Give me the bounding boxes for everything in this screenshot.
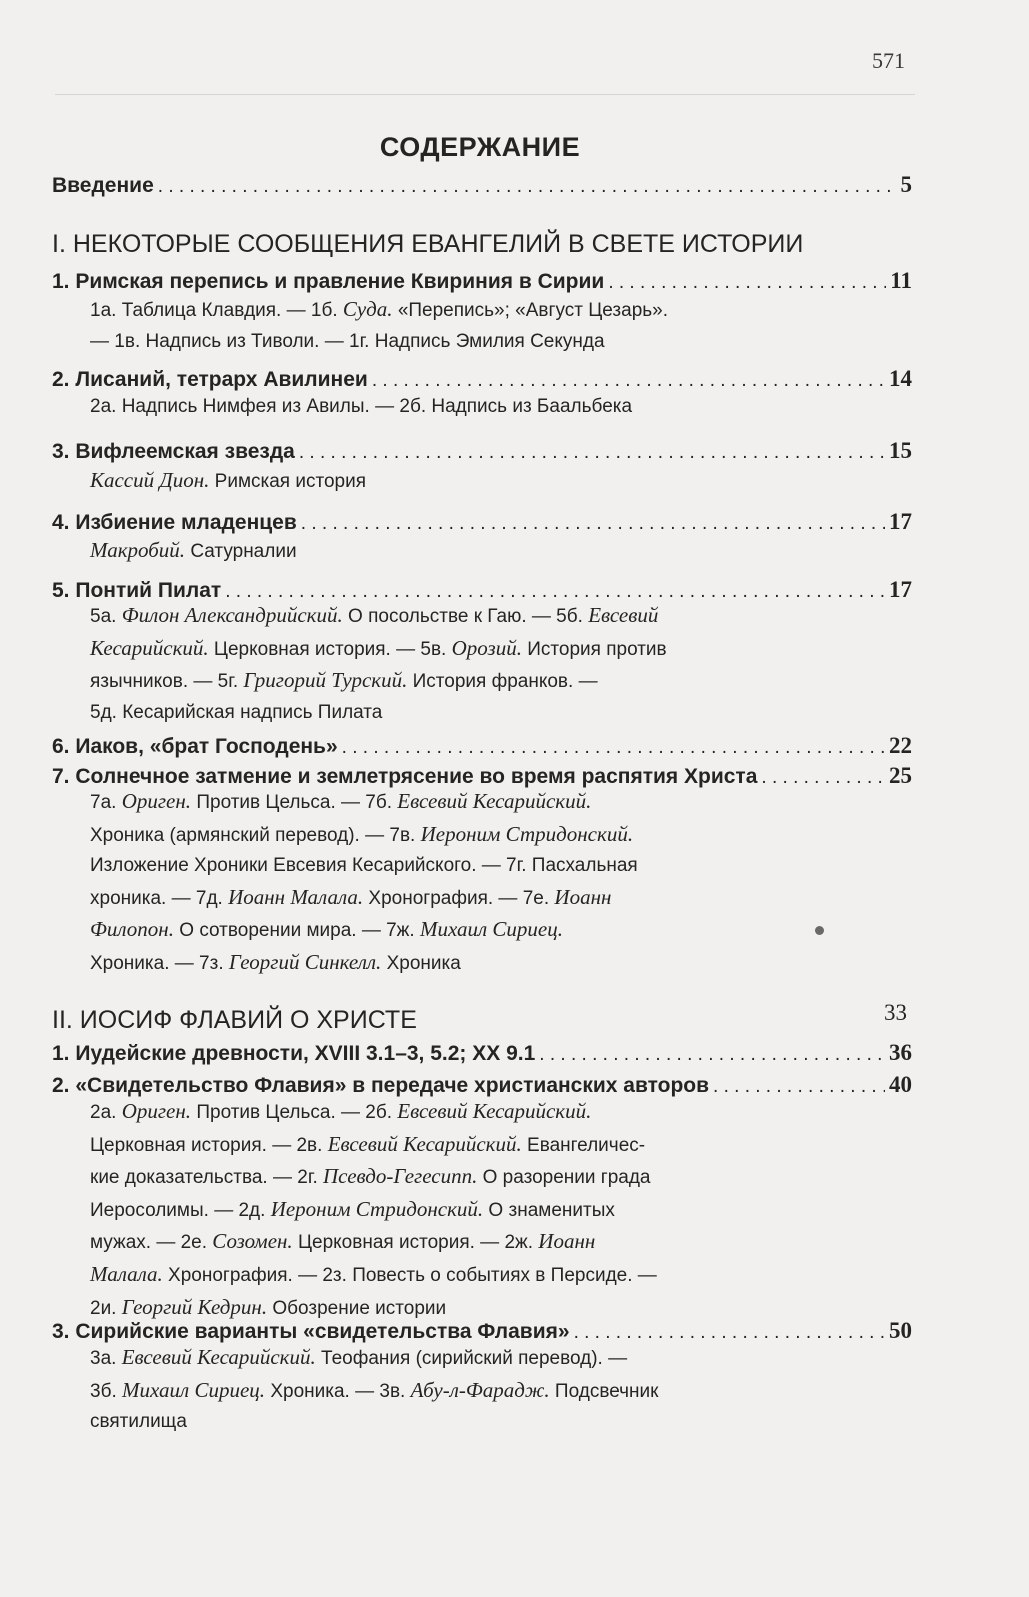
author-name: Ориген. xyxy=(121,1099,192,1123)
work-text: Хроника xyxy=(381,952,461,974)
toc-entry xyxy=(52,1040,912,1066)
work-text: Сатурналии xyxy=(185,541,297,562)
author-name: Георгий Кедрин. xyxy=(121,1294,268,1319)
work-text: хроника. — 7д. xyxy=(90,887,229,909)
toc-subentry-line xyxy=(90,633,810,666)
toc-entry-label: 1. Иудейские древности, XVIII 3.1–3, 5.2; XX 9.1 xyxy=(52,1042,536,1065)
author-name: Псевдо-Гегесипп. xyxy=(323,1164,478,1189)
toc-subentries xyxy=(90,392,810,423)
toc-subentry-line xyxy=(90,535,810,568)
toc-entry-page: 22 xyxy=(889,733,912,758)
author-name: Иоанн xyxy=(554,884,612,909)
toc-subentry-line xyxy=(90,786,810,819)
toc-entry-page: 25 xyxy=(889,763,912,788)
author-name: Иероним Стридонский. xyxy=(420,821,634,846)
toc-entry xyxy=(52,268,912,294)
author-name: Иоанн Малала. xyxy=(228,884,364,909)
work-text: Теофания (сирийский перевод). — xyxy=(315,1348,628,1369)
toc-subentries xyxy=(90,1096,810,1324)
author-name: Кесарийский. xyxy=(90,635,209,660)
work-text: Изложение Хроники Евсевия Кесарийского. — 7г. Пасхальная xyxy=(90,855,638,877)
ink-spot xyxy=(815,926,824,935)
author-name: Созомен. xyxy=(212,1229,293,1254)
work-text: мужах. — 2е. xyxy=(90,1232,213,1254)
toc-subentry-line xyxy=(90,1226,810,1259)
toc-entry xyxy=(52,509,912,535)
part-heading: II. ИОСИФ ФЛАВИЙ О ХРИСТЕ xyxy=(52,1006,417,1034)
work-text: святилища xyxy=(90,1411,187,1433)
toc-entry-label: 6. Иаков, «брат Господень» xyxy=(52,735,338,758)
toc-entry-page: 11 xyxy=(890,268,912,293)
toc-entry-page: 17 xyxy=(889,509,912,534)
work-text: Церковная история. — 5в. xyxy=(208,638,452,660)
work-text: Иеросолимы. — 2д. xyxy=(90,1199,271,1221)
work-text: Против Цельса. — 7б. xyxy=(191,792,398,813)
author-name: Евсевий Кесарийский. xyxy=(397,789,592,813)
author-name: Малала. xyxy=(90,1261,163,1286)
author-name: Евсевий Кесарийский. xyxy=(397,1099,592,1123)
work-text: Хроника. — 3в. xyxy=(265,1380,411,1402)
leader-dots xyxy=(574,1322,885,1344)
author-name: Суда. xyxy=(342,297,393,321)
author-name: Михаил Сириец. xyxy=(419,917,563,942)
work-text: Против Цельса. — 2б. xyxy=(191,1102,398,1123)
toc-subentries xyxy=(90,786,810,980)
author-name: Михаил Сириец. xyxy=(122,1377,266,1402)
leader-dots xyxy=(713,1076,885,1098)
toc-entry xyxy=(52,366,912,392)
author-name: Георгий Синкелл. xyxy=(228,949,382,974)
toc-subentry-line xyxy=(90,294,810,327)
author-name: Иероним Стридонский. xyxy=(270,1196,484,1221)
leader-dots xyxy=(301,513,885,535)
toc-subentry-line xyxy=(90,698,810,729)
work-text: 5д. Кесарийская надпись Пилата xyxy=(90,701,383,723)
leader-dots xyxy=(608,272,886,294)
work-text: Евангеличес- xyxy=(521,1134,646,1156)
work-text: язычников. — 5г. xyxy=(90,671,244,693)
toc-subentries xyxy=(90,465,810,498)
work-text: Подсвечник xyxy=(549,1380,659,1402)
toc-subentry-line xyxy=(90,665,810,698)
toc-subentry-line xyxy=(90,882,810,915)
work-text: Церковная история. — 2в. xyxy=(90,1134,328,1156)
toc-subentry-line xyxy=(90,1342,810,1375)
work-text: История франков. — xyxy=(407,671,598,693)
toc-entry xyxy=(52,438,912,464)
toc-subentry-line xyxy=(90,1375,810,1408)
work-text: Церковная история. — 2ж. xyxy=(292,1232,539,1254)
leader-dots xyxy=(299,442,885,464)
toc-subentry-line xyxy=(90,1096,810,1129)
toc-entry-page: 5 xyxy=(900,172,912,197)
toc-entry-page: 17 xyxy=(889,577,912,602)
author-name: Макробий. xyxy=(90,538,186,562)
work-text: Римская история xyxy=(209,471,367,492)
toc-entry-page: 50 xyxy=(889,1318,912,1343)
toc-entry-label: 1. Римская перепись и правление Квириния в Сирии xyxy=(52,270,605,293)
author-name: Абу-л-Фарадж. xyxy=(410,1377,550,1402)
work-text: 3а. xyxy=(90,1348,122,1369)
author-name: Евсевий Кесарийский. xyxy=(327,1131,522,1156)
work-text: 2а. Надпись Нимфея из Авилы. — 2б. Надпись из Баальбека xyxy=(90,396,633,417)
leader-dots xyxy=(539,1044,885,1066)
work-text: Хроника (армянский перевод). — 7в. xyxy=(90,824,421,846)
author-name: Григорий Турский. xyxy=(243,668,408,693)
toc-subentry-line xyxy=(90,819,810,852)
work-text: Хронография. — 2з. Повесть о событиях в Персиде. — xyxy=(162,1264,657,1286)
work-text: кие доказательства. — 2г. xyxy=(90,1167,324,1189)
toc-subentry-line xyxy=(90,947,810,980)
toc-entry-page: 40 xyxy=(889,1072,912,1097)
toc-entry-label: Введение xyxy=(52,174,154,197)
work-text: Хроника. — 7з. xyxy=(90,952,229,974)
toc-subentry-line xyxy=(90,1194,810,1227)
toc-subentry-line xyxy=(90,914,810,947)
work-text: 2а. xyxy=(90,1102,122,1123)
toc-subentries xyxy=(90,600,810,728)
toc-subentry-line xyxy=(90,465,810,498)
toc-subentry-line xyxy=(90,1161,810,1194)
work-text: 2и. xyxy=(90,1297,122,1319)
author-name: Орозий. xyxy=(451,635,522,660)
toc-entry-label: 3. Сирийские варианты «свидетельства Флавия» xyxy=(52,1320,570,1343)
work-text: О сотворении мира. — 7ж. xyxy=(173,920,420,942)
author-name: Иоанн xyxy=(538,1229,596,1254)
toc-entry-page: 36 xyxy=(889,1040,912,1065)
toc-entry xyxy=(52,1318,912,1344)
author-name: Филопон. xyxy=(90,917,174,942)
toc-subentry-line xyxy=(90,392,810,423)
header-rule xyxy=(55,94,915,95)
toc-entry xyxy=(52,733,912,759)
leader-dots xyxy=(372,370,885,392)
work-text: Хронография. — 7е. xyxy=(363,887,555,909)
toc-subentry-line xyxy=(90,600,810,633)
work-text: 7а. xyxy=(90,792,122,813)
work-text: История против xyxy=(521,638,667,660)
work-text: Обозрение истории xyxy=(267,1297,447,1319)
toc-entry-label: 5. Понтий Пилат xyxy=(52,579,222,602)
author-name: Евсевий xyxy=(588,603,659,627)
part-page: 33 xyxy=(884,1000,907,1025)
toc-entry-label: 2. «Свидетельство Флавия» в передаче христианских авторов xyxy=(52,1074,710,1097)
author-name: Кассий Дион. xyxy=(90,468,210,492)
toc-entry-intro xyxy=(52,172,912,198)
work-text: О знаменитых xyxy=(483,1199,615,1221)
page-title: СОДЕРЖАНИЕ xyxy=(379,132,581,162)
toc-entry-page: 14 xyxy=(889,366,912,391)
toc-entry xyxy=(52,1072,912,1098)
page-number: 571 xyxy=(872,48,905,73)
work-text: 1а. Таблица Клавдия. — 1б. xyxy=(90,300,343,321)
work-text: 5а. xyxy=(90,606,122,627)
toc-subentries xyxy=(90,1342,810,1438)
author-name: Евсевий Кесарийский. xyxy=(121,1345,316,1369)
leader-dots xyxy=(342,737,885,759)
toc-entry-label: 3. Вифлеемская звезда xyxy=(52,440,295,463)
toc-subentries xyxy=(90,294,810,357)
toc-subentry-line xyxy=(90,851,810,882)
work-text: 3б. xyxy=(90,1380,123,1402)
toc-entry-label: 2. Лисаний, тетрарх Авилинеи xyxy=(52,368,368,391)
work-text: О посольстве к Гаю. — 5б. xyxy=(342,606,589,627)
toc-entry-page: 15 xyxy=(889,438,912,463)
toc-entry-label: 7. Солнечное затмение и землетрясение во время распятия Христа xyxy=(52,765,758,788)
toc-entry-label: 4. Избиение младенцев xyxy=(52,511,297,534)
toc-subentry-line xyxy=(90,1259,810,1292)
leader-dots xyxy=(158,176,897,198)
work-text: «Перепись»; «Август Цезарь». xyxy=(392,300,669,321)
author-name: Ориген. xyxy=(121,789,192,813)
part-heading: I. НЕКОТОРЫЕ СООБЩЕНИЯ ЕВАНГЕЛИЙ В СВЕТЕ ИСТОРИИ xyxy=(52,230,804,258)
toc-subentry-line xyxy=(90,1407,810,1438)
work-text: О разорении града xyxy=(477,1167,651,1189)
toc-subentry-line xyxy=(90,327,810,358)
author-name: Филон Александрийский. xyxy=(121,603,343,627)
work-text: — 1в. Надпись из Тиволи. — 1г. Надпись Эмилия Секунда xyxy=(90,330,605,352)
toc-subentry-line xyxy=(90,1129,810,1162)
toc-subentries xyxy=(90,535,810,568)
